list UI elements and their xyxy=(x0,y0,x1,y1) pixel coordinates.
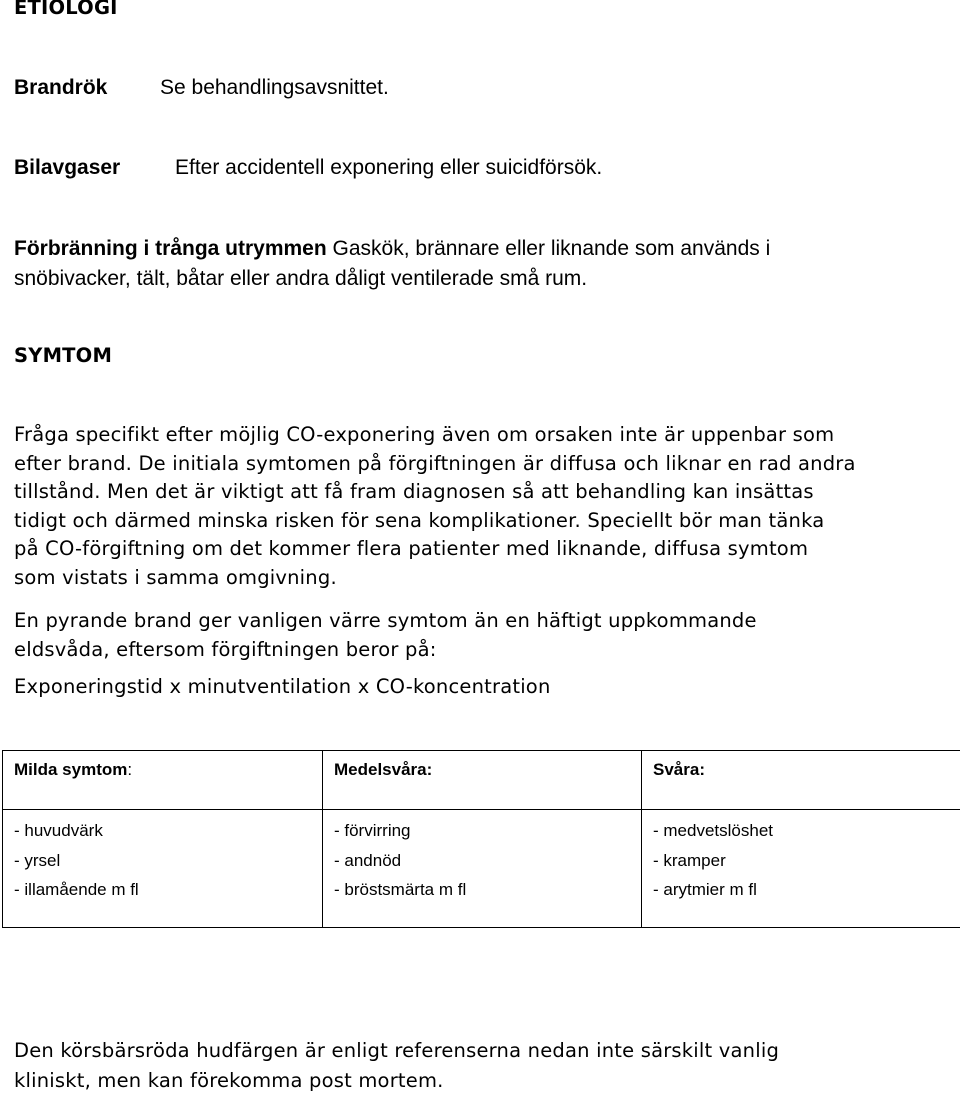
list-item: - arytmier m fl xyxy=(653,875,960,905)
list-item: - andnöd xyxy=(334,846,641,876)
forbranning-paragraph xyxy=(14,234,770,294)
pyrande-line: eldsvåda, eftersom förgiftningen beror på: xyxy=(14,635,757,664)
header-milda-symtom: Milda symtom: xyxy=(3,751,323,810)
symtom-line: tillstånd. Men det är viktigt att få fram diagnosen så att behandling kan insättas xyxy=(14,478,856,507)
list-item: - kramper xyxy=(653,846,960,876)
closing-line: kliniskt, men kan förekomma post mortem. xyxy=(14,1066,779,1095)
list-item: - huvudvärk xyxy=(14,816,322,846)
list-item: - yrsel xyxy=(14,846,322,876)
bilavgaser-description: Efter accidentell exponering eller suicidförsök. xyxy=(175,156,602,180)
table-row xyxy=(3,810,960,928)
symtom-paragraph xyxy=(14,421,856,593)
milda-symtom-cell xyxy=(3,810,323,928)
svara-cell xyxy=(642,810,960,928)
brandrok-term: Brandrök xyxy=(14,76,107,100)
forbranning-term: Förbränning i trånga utrymmen xyxy=(14,237,327,260)
pyrande-paragraph xyxy=(14,606,757,664)
exposure-formula: Exponeringstid x minutventilation x CO-koncentration xyxy=(14,675,551,698)
header-svara: Svåra: xyxy=(642,751,960,810)
forbranning-description-start: Gaskök, brännare eller liknande som används i xyxy=(327,237,771,260)
forbranning-line-1 xyxy=(14,234,770,264)
pyrande-line: En pyrande brand ger vanligen värre symtom än en häftigt uppkommande xyxy=(14,606,757,635)
list-item: - illamående m fl xyxy=(14,875,322,905)
etiologi-heading: ETIOLOGI xyxy=(14,0,118,19)
symtom-heading: SYMTOM xyxy=(14,344,112,367)
symtom-line: som vistats i samma omgivning. xyxy=(14,564,856,593)
brandrok-description: Se behandlingsavsnittet. xyxy=(160,76,389,100)
symtom-line: på CO-förgiftning om det kommer flera patienter med liknande, diffusa symtom xyxy=(14,535,856,564)
list-item: - bröstsmärta m fl xyxy=(334,875,641,905)
list-item: - medvetslöshet xyxy=(653,816,960,846)
closing-paragraph xyxy=(14,1036,779,1095)
bilavgaser-term: Bilavgaser xyxy=(14,156,120,180)
symtom-line: efter brand. De initiala symtomen på förgiftningen är diffusa och liknar en rad andra xyxy=(14,450,856,479)
closing-line: Den körsbärsröda hudfärgen är enligt referenserna nedan inte särskilt vanlig xyxy=(14,1036,779,1066)
header-medelsvara: Medelsvåra: xyxy=(323,751,642,810)
symptom-severity-table xyxy=(2,750,960,928)
medelsvara-cell xyxy=(323,810,642,928)
list-item: - förvirring xyxy=(334,816,641,846)
symtom-line: tidigt och därmed minska risken för sena komplikationer. Speciellt bör man tänka xyxy=(14,507,856,536)
table-header-row xyxy=(3,751,960,810)
forbranning-line-2: snöbivacker, tält, båtar eller andra dåligt ventilerade små rum. xyxy=(14,264,770,294)
symtom-line: Fråga specifikt efter möjlig CO-exponering även om orsaken inte är uppenbar som xyxy=(14,421,856,450)
